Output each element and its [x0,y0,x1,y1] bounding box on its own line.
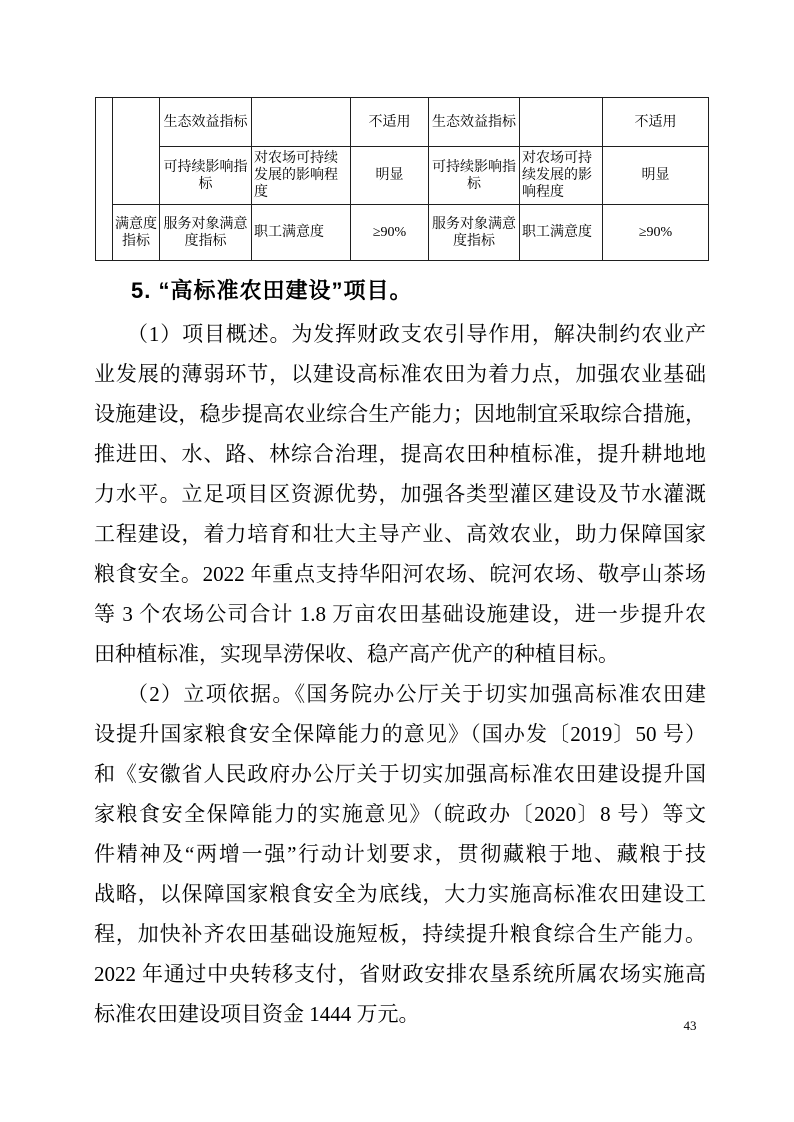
cell-eco-benefit-indicator-right: 生态效益指标 [429,98,520,147]
cell-staff-satisfaction-right: 职工满意度 [520,205,603,261]
cell-empty-sequence [96,98,113,261]
text-line: 等 3 个农场公司合计 1.8 万亩农田基础设施建设，进一步提升农 [94,602,706,626]
text-line: 2022 年通过中央转移支付，省财政安排农垦系统所属农场实施高 [94,962,706,986]
text-line: 和《安徽省人民政府办公厅关于切实加强高标准农田建设提升国 [94,762,706,786]
table-row [96,98,709,147]
text-line: 力水平。立足项目区资源优势，加强各类型灌区建设及节水灌溉 [94,482,706,506]
text-line: 程，加快补齐农田基础设施短板，持续提升粮食综合生产能力。 [94,922,706,946]
cell-empty-category [113,98,160,205]
section-heading: 5. “高标准农田建设”项目。 [131,278,413,303]
text-line: （1）项目概述。为发挥财政支农引导作用，解决制约农业产 [127,322,706,346]
cell-eco-benefit-sub-left [252,98,351,147]
text-line: 设施建设，稳步提高农业综合生产能力；因地制宜采取综合措施， [94,402,706,426]
cell-satisfaction-value-right: ≥90% [603,205,709,261]
cell-staff-satisfaction-left: 职工满意度 [252,205,351,261]
cell-obvious-left: 明显 [351,147,429,205]
text-line: 设提升国家粮食安全保障能力的意见》（国办发〔2019〕50 号） [94,722,706,746]
page-number: 43 [683,1018,697,1033]
cell-not-applicable-left: 不适用 [351,98,429,147]
text-line: 件精神及“两增一强”行动计划要求，贯彻藏粮于地、藏粮于技 [94,842,706,866]
text-line: 业发展的薄弱环节，以建设高标准农田为着力点，加强农业基础 [94,362,706,386]
text-line: 工程建设，着力培育和壮大主导产业、高效农业，助力保障国家 [94,522,706,546]
paragraph-project-basis [94,674,706,1034]
cell-not-applicable-right: 不适用 [603,98,709,147]
paragraph-project-overview [94,314,706,674]
cell-sustain-impact-degree-right: 对农场可持续发展的影响程度 [520,147,603,205]
table-row [96,147,709,205]
text-line: 家粮食安全保障能力的实施意见》（皖政办〔2020〕8 号）等文 [94,802,706,826]
cell-service-target-satisfaction-left: 服务对象满意度指标 [160,205,252,261]
cell-sustain-impact-indicator-right: 可持续影响指标 [429,147,520,205]
cell-service-target-satisfaction-right: 服务对象满意度指标 [429,205,520,261]
cell-sustain-impact-indicator-left: 可持续影响指标 [160,147,252,205]
cell-eco-benefit-sub-right [520,98,603,147]
text-line: （2）立项依据。《国务院办公厅关于切实加强高标准农田建 [127,682,706,706]
body-text [94,314,706,1034]
cell-satisfaction-value-left: ≥90% [351,205,429,261]
text-line: 标准农田建设项目资金 1444 万元。 [94,1002,420,1026]
cell-satisfaction-category: 满意度指标 [113,205,160,261]
text-line: 粮食安全。2022 年重点支持华阳河农场、皖河农场、敬亭山茶场 [94,562,706,586]
cell-sustain-impact-degree-left: 对农场可持续发展的影响程度 [252,147,351,205]
table-row [96,205,709,261]
text-line: 田种植标准，实现旱涝保收、稳产高产优产的种植目标。 [94,642,619,666]
cell-obvious-right: 明显 [603,147,709,205]
performance-indicator-table [95,97,709,261]
text-line: 战略，以保障国家粮食安全为底线，大力实施高标准农田建设工 [94,882,706,906]
cell-eco-benefit-indicator-left: 生态效益指标 [160,98,252,147]
text-line: 推进田、水、路、林综合治理，提高农田种植标准，提升耕地地 [94,442,706,466]
